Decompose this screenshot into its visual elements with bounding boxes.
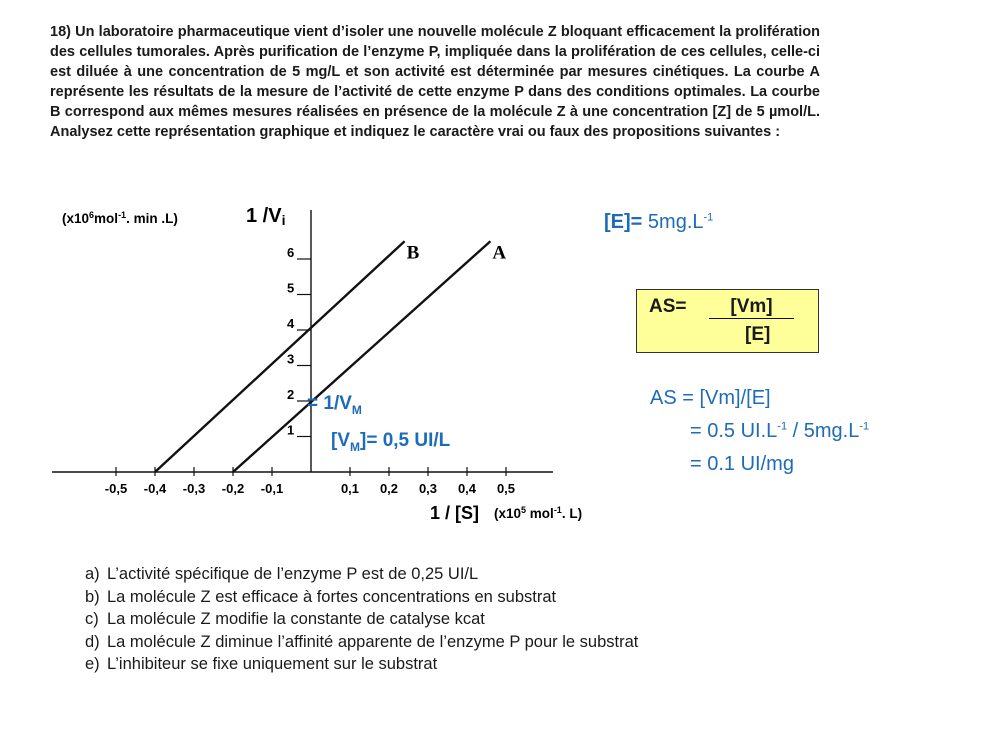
x-tick-label: -0,4	[143, 481, 167, 496]
as-label: AS=	[649, 296, 687, 317]
x-tick-label: -0,3	[182, 481, 206, 496]
enzyme-concentration: $[E]= 5mg.L^{-1}$	[604, 211, 714, 233]
question-text: 18) Un laboratoire pharmaceutique vient d’isoler une nouvelle molécule Z bloquant efficacement la prolifération des cellules tumorales. Après purification de l’enzyme P, impliquée dans la prolifération de ces cellules, celle-ci est diluée à une concentration de 5 mg/L et son activité est déterminée par mesures cinétiques. La courbe A représente les résultats de la mesure de l’activité de cette enzyme P dans des conditions optimales. La courbe B correspond aux mêmes mesures réalisées en présence de la molécule Z à une concentration [Z] de 5 µmol/L. Analysez cette représentation graphique et indiquez le caractère vrai ou faux des propositions suivantes :	[50, 24, 820, 140]
y-tick-label: 1	[287, 422, 295, 438]
answer-options	[85, 563, 638, 676]
specific-activity-calculation: AS = [Vm]/[E] = 0.5 $UI.L^{-1} / 5mg.L^{-1}$ = 0.1 UI/mg	[650, 387, 870, 475]
option-d: d) La molécule Z diminue l’affinité apparente de l’enzyme P pour le substrat	[85, 632, 639, 651]
y-axis-unit: ($x10^6mol^{-1}$. min .L)	[62, 210, 178, 226]
x-tick-label: 0,3	[418, 481, 438, 496]
series-label-B: B	[406, 242, 420, 264]
y-tick-label: 4	[287, 316, 295, 331]
as-denominator: [E]	[745, 324, 771, 345]
x-tick-label: 0,4	[457, 481, 477, 496]
option-b: b) La molécule Z est efficace à fortes concentrations en substrat	[85, 587, 557, 606]
vm-value: $[V_M]= 0,5$ UI/L	[331, 430, 451, 454]
series-label-A: A	[492, 242, 507, 264]
x-axis-unit: ($x10^5$ mol$^{-1}$. L)	[494, 505, 583, 521]
x-tick-label: -0,5	[104, 481, 128, 496]
option-e: e) L’inhibiteur se fixe uniquement sur le substrat	[85, 655, 438, 673]
y-tick-label: 5	[287, 280, 295, 296]
y-tick-label: 3	[287, 351, 295, 367]
specific-activity-formula-box	[636, 289, 819, 353]
x-tick-label: -0,2	[221, 481, 245, 496]
x-tick-label: 0,1	[340, 481, 360, 496]
option-c: c) La molécule Z modifie la constante de catalyse kcat	[85, 610, 485, 628]
x-tick-label: 0,2	[379, 481, 399, 496]
option-a: a) L’activité spécifique de l’enzyme P est de 0,25 UI/L	[85, 565, 479, 583]
x-axis-label: 1 / [S]	[430, 503, 480, 523]
as-numerator: [Vm]	[709, 296, 794, 319]
vm-intercept-label: = $1/V_M$	[307, 393, 362, 417]
y-tick-label: 2	[287, 387, 295, 402]
x-tick-label: -0,1	[260, 481, 284, 496]
x-tick-label: 0,5	[496, 481, 516, 496]
y-tick-label: 6	[287, 245, 295, 260]
y-axis-label: 1 /Vi	[246, 205, 286, 228]
